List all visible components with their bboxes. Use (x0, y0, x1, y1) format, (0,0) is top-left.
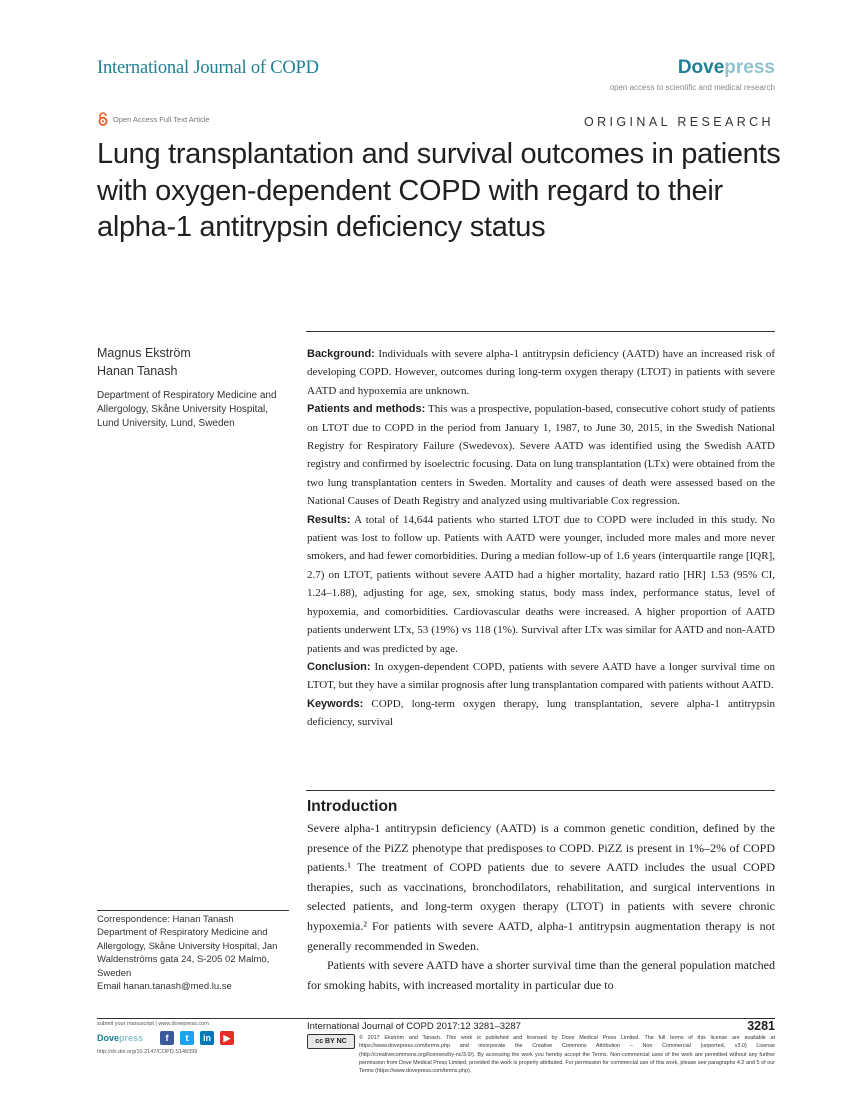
section-heading: Introduction (307, 798, 398, 815)
linkedin-icon[interactable]: in (200, 1031, 214, 1045)
divider (97, 1018, 775, 1019)
abstract-background (307, 345, 775, 400)
tagline: open access to scientific and medical research (609, 83, 775, 92)
introduction-body (307, 819, 775, 995)
abstract-text: Individuals with severe alpha-1 antitrypsin deficiency (AATD) have an increased risk of developing COPD. However, outcomes during long-term oxygen therapy (LTOT) in patients with severe AATD and hypoxemia are unknown. (307, 348, 775, 397)
abstract-keywords (307, 695, 775, 732)
brand-part2: press (119, 1033, 144, 1043)
brand-part1: Dove (97, 1033, 120, 1043)
article-title: Lung transplantation and survival outcomes in patients with oxygen-dependent COPD with regard to their alpha-1 antitrypsin deficiency status (97, 138, 781, 243)
facebook-icon[interactable]: f (160, 1031, 174, 1045)
open-access-icon (97, 112, 109, 126)
creative-commons-badge[interactable] (307, 1034, 355, 1049)
correspondence-name: Correspondence: Hanan Tanash (97, 914, 234, 925)
brand-part1: Dove (677, 57, 725, 78)
abstract-text: This was a prospective, population-based, consecutive cohort study of patients on LTOT due to COPD in the period from January 1, 1987, to June 30, 2015, in the Swedish National Registry for Respiratory Failure (Swedevox). Severe AATD was identified using the Swedish AATD registry and confirmed by isoelectric focusing. Data on lung transplantation (LTx) were obtained from the two lung transplantation centers in Sweden. Mortality and causes of death were assessed based on the National Causes of Death Registry and analyzed using multivariable Cox regression. (307, 403, 775, 508)
divider (306, 790, 775, 791)
paragraph: Severe alpha-1 antitrypsin deficiency (AATD) is a common genetic condition, defined by the presence of the PiZZ phenotype that predisposes to COPD. PiZZ is present in 1%–2% of COPD patients.¹ The treatment of COPD patients due to severe AATD includes the usual COPD therapies, such as vaccinations, bronchodilators, rehabilitation, and surgical interventions in selected patients, and long-term oxygen therapy (LTOT) in patients with severe chronic hypoxemia.² For patients with severe AATD, alpha-1 antitrypsin augmentation therapy is not generally recommended in Sweden. (307, 821, 775, 953)
abstract-text: COPD, long-term oxygen therapy, lung transplantation, severe alpha-1 antitrypsin deficiency, survival (307, 697, 775, 729)
doi-link[interactable]: http://dx.doi.org/10.2147/COPD.S148399 (97, 1049, 198, 1055)
abstract-conclusion (307, 658, 775, 695)
twitter-icon[interactable]: t (180, 1031, 194, 1045)
correspondence (97, 913, 292, 993)
abstract-methods (307, 400, 775, 510)
correspondence-email[interactable]: Email hanan.tanash@med.lu.se (97, 981, 232, 993)
submit-link[interactable]: submit your manuscript | www.dovepress.com (97, 1021, 209, 1027)
paragraph: Patients with severe AATD have a shorter survival time than the general population matched for smoking habits, with increased mortality in particular due to (307, 958, 775, 992)
abstract-results (307, 511, 775, 658)
article-type: ORIGINAL RESEARCH (583, 115, 774, 129)
affiliation: Department of Respiratory Medicine and Allergology, Skåne University Hospital, Lund University, Lund, Sweden (97, 390, 277, 429)
dovepress-logo[interactable] (678, 57, 775, 79)
page-number: 3281 (747, 1019, 775, 1033)
open-access-badge[interactable] (97, 112, 210, 126)
author-list (97, 344, 191, 380)
abstract-text: A total of 14,644 patients who started LTOT due to COPD were included in this study. No patient was lost to follow up. Patients with AATD were younger, included more males and more never smokers, and had fewer comorbidities. During a median follow-up of 1.6 years (interquartile range [IQR], 2.7) on LTOT, patients without severe AATD had a higher mortality, hazard ratio [HR] 1.53 (95% CI, 1.24–1.88), adjusting for age, sex, smoking status, body mass index, performance status, level of hypoxemia, and comorbidities. Cardiovascular deaths were increased. A higher proportion of AATD patients underwent LTx, 53 (19%) vs 118 (1%). Survival after LTx was similar for AATD and non-AATD patients and was predicted by age. (307, 513, 775, 655)
cc-badge-label: cc BY NC (315, 1038, 347, 1045)
abstract-label: Conclusion: (307, 660, 371, 673)
abstract-label: Results: (307, 513, 351, 526)
license-body: © 2017 Ekström and Tanash. This work is published and licensed by Dove Medical Press Limited. The full terms of this license are available at https://www.dovepress.com/terms.php and incorporate the Creative Commons Attribution – Non Commercial (unported, v3.0) License (http://creativecommons.org/licenses/by-nc/3.0/). By accessing the work you hereby accept the Terms. Non-commercial uses of the work are permitted without any further permission from Dove Medical Press Limited, provided the work is properly attributed. For permission for commercial use of this work, please see paragraphs 4.2 and 5 of our Terms (https://www.dovepress.com/terms.php). (359, 1035, 775, 1075)
footer-dovepress-logo[interactable] (97, 1033, 143, 1043)
abstract-label: Keywords: (307, 697, 364, 710)
author-name[interactable]: Hanan Tanash (97, 364, 178, 378)
divider (306, 331, 775, 332)
abstract-label: Background: (307, 348, 375, 360)
correspondence-address: Department of Respiratory Medicine and Allergology, Skåne University Hospital, Jan Waldenströms gata 24, S-205 02 Malmö, Sweden (97, 927, 278, 979)
brand-part2: press (724, 57, 775, 78)
citation: International Journal of COPD 2017:12 3281–3287 (307, 1021, 521, 1032)
author-name[interactable]: Magnus Ekström (97, 346, 191, 360)
social-links (160, 1031, 234, 1045)
abstract-text: In oxygen-dependent COPD, patients with severe AATD have a longer survival time on LTOT, but they have a similar prognosis after lung transplantation compared with patients without AATD. (307, 660, 776, 692)
divider (97, 910, 289, 911)
abstract-label: Patients and methods: (307, 403, 426, 416)
open-access-label: Open Access Full Text Article (113, 114, 210, 124)
license-text (307, 1034, 775, 1075)
youtube-icon[interactable]: ▶ (220, 1031, 234, 1045)
journal-name: International Journal of COPD (97, 58, 319, 78)
abstract (307, 345, 775, 732)
